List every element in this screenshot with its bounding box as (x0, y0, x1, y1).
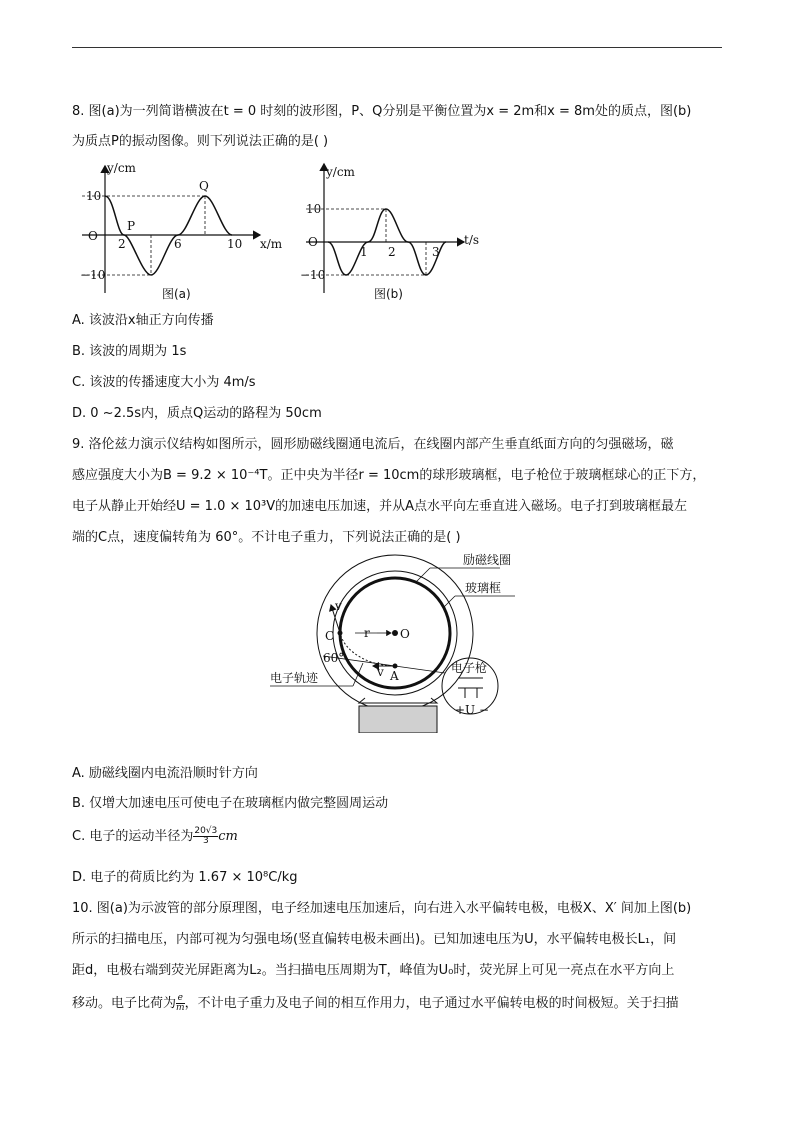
q9-option-b: B. 仅增大加速电压可使电子在玻璃框内做完整圆周运动 (72, 796, 389, 811)
label-U: +U − (455, 703, 490, 717)
center-O (392, 630, 398, 636)
label-gun: 电子枪 (451, 661, 488, 675)
label-angle: 60° (323, 651, 345, 665)
fig-a-P: P (127, 219, 136, 233)
q9-line-1: 9. 洛伦兹力演示仪结构如图所示，圆形励磁线圈通电流后，在线圈内部产生垂直纸面方向的匀强磁场，磁 (72, 437, 674, 452)
header-rule (72, 47, 722, 48)
fig-a-caption: 图(a) (162, 287, 191, 301)
q8-option-a: A. 该波沿x轴正方向传播 (72, 313, 214, 328)
fig-b-t1: 1 (360, 245, 368, 259)
label-glass: 玻璃框 (465, 581, 502, 595)
q10-line-1: 10. 图(a)为示波管的部分原理图，电子经加速电压加速后，向右进入水平偏转电极，电极X、X′ 间加上图(b) (72, 901, 692, 916)
vibration-figure-b (296, 158, 496, 303)
label-track: 电子轨迹 (270, 671, 319, 685)
fig-a-x2: 2 (118, 237, 126, 251)
q9-line-3: 电子从静止开始经U = 1.0 × 10³V的加速电压加速，并从A点水平向左垂直进入磁场。电子打到玻璃框最左 (72, 499, 688, 514)
fig-b-ylabel: y/cm (326, 165, 355, 179)
label-v2: v (377, 665, 384, 679)
q10-line-2: 所示的扫描电压，内部可视为匀强电场(竖直偏转电极未画出)。已知加速电压为U，水平偏转电极长L₁，间 (72, 932, 677, 947)
label-C: C (325, 629, 335, 643)
fig-b-ybot: −10 (300, 268, 326, 282)
q8-line-1: 8. 图(a)为一列简谐横波在t = 0 时刻的波形图，P、Q分别是平衡位置为x = 2m和x = 8m处的质点，图(b) (72, 104, 692, 119)
fig-a-Q: Q (199, 179, 209, 193)
q9-line-4: 端的C点，速度偏转角为 60°。不计电子重力，下列说法正确的是( ) (72, 530, 461, 545)
base-block (359, 706, 437, 733)
fig-a-xlabel: x/m (260, 237, 283, 251)
label-A: A (390, 669, 399, 683)
fig-b-origin: O (308, 235, 318, 249)
fig-b-t3: 3 (432, 245, 440, 259)
fig-b-xlabel: t/s (464, 233, 480, 247)
q9-line-2: 感应强度大小为B = 9.2 × 10⁻⁴T。正中央为半径r = 10cm的球形玻璃框，电子枪位于玻璃框球心的正下方， (72, 468, 706, 483)
fig-a-x10: 10 (227, 237, 243, 251)
fig-a-origin: O (88, 229, 98, 243)
fig-b-ytop: 10 (306, 202, 322, 216)
fig-a-ylabel: y/cm (107, 161, 136, 175)
label-coil: 励磁线圈 (463, 553, 512, 567)
q9-option-d: D. 电子的荷质比约为 1.67 × 10⁸C/kg (72, 870, 298, 885)
wave-figure-a (72, 158, 287, 303)
q9-option-a: A. 励磁线圈内电流沿顺时针方向 (72, 766, 258, 781)
q8-option-b: B. 该波的周期为 1s (72, 344, 187, 359)
q10-line-4: 移动。电子比荷为 $\frac{e}{m}$ ，不计电子重力及电子间的相互作用力，电子通过水平偏转电极的时间极短。关于扫描 (72, 993, 679, 1013)
lorentz-apparatus-figure (265, 548, 540, 733)
fig-b-caption: 图(b) (374, 287, 403, 301)
fig-a-x6: 6 (174, 237, 182, 251)
label-O: O (400, 627, 410, 641)
q9-option-c: C. 电子的运动半径为 $\frac{20√3}{3}$ cm (72, 826, 238, 846)
q8-line-2: 为质点P的振动图像。则下列说法正确的是( ) (72, 134, 329, 149)
q10-line-3: 距d，电极右端到荧光屏距离为L₂。当扫描电压周期为T，峰值为U₀时，荧光屏上可见一亮点在水平方向上 (72, 963, 675, 978)
label-v1: v (335, 599, 342, 613)
fig-a-ytop: 10 (86, 189, 102, 203)
label-r: r (364, 626, 370, 640)
fig-b-t2: 2 (388, 245, 396, 259)
q8-option-d: D. 0 ~2.5s内，质点Q运动的路程为 50cm (72, 406, 322, 421)
fig-a-ybot: −10 (80, 268, 106, 282)
q8-option-c: C. 该波的传播速度大小为 4m/s (72, 375, 256, 390)
